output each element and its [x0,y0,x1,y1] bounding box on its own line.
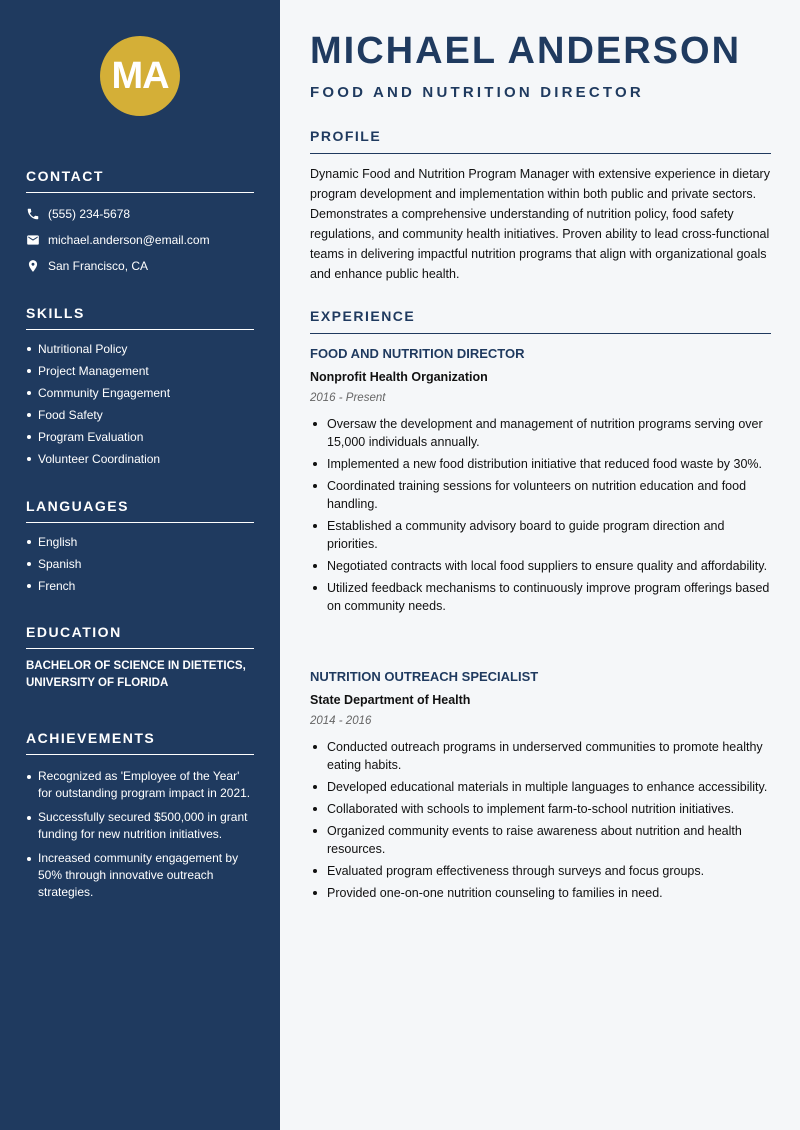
job-entry [310,346,771,619]
job-dates: 2014 - 2016 [310,715,372,727]
sidebar [0,0,280,1130]
contact-location [26,253,254,279]
job-bullet: Coordinated training sessions for volunteers on nutrition education and food handling. [310,477,771,513]
job-role: NUTRITION OUTREACH SPECIALIST [310,669,539,684]
job-bullets [310,415,771,615]
profile-text: Dynamic Food and Nutrition Program Manager with extensive experience in dietary program development and implementation within both public and private sectors. Demonstrates a comprehensive understanding of nutrition policy, food safety regulations, and community health initiatives. Proven ability to lead cross-functional teams in delivering impactful nutrition programs that align with organizational goals and enhance public health. [310,167,770,281]
skill-item: Community Engagement [26,386,254,400]
language-item: Spanish [26,557,254,571]
phone-icon [26,207,40,221]
profile-heading: PROFILE [310,128,771,154]
job-bullet: Evaluated program effectiveness through surveys and focus groups. [310,862,771,880]
achievements-section [26,730,254,908]
skill-item: Program Evaluation [26,430,254,444]
job-bullet: Negotiated contracts with local food suppliers to ensure quality and affordability. [310,557,771,575]
profile-section [310,128,771,284]
phone-text: (555) 234-5678 [48,207,131,221]
contact-phone [26,201,254,227]
candidate-name: MICHAEL ANDERSON [310,30,742,72]
job-bullet: Provided one-on-one nutrition counseling to families in need. [310,884,771,902]
job-organization: Nonprofit Health Organization [310,370,488,384]
job-entry [310,669,771,906]
achievements-heading: ACHIEVEMENTS [26,730,254,755]
achievement-item: Increased community engagement by 50% through innovative outreach strategies. [26,850,254,901]
language-item: French [26,579,254,593]
job-bullet: Implemented a new food distribution initiative that reduced food waste by 30%. [310,455,771,473]
skills-section [26,305,254,474]
job-organization: State Department of Health [310,693,471,707]
experience-section [310,308,771,334]
skill-item: Project Management [26,364,254,378]
job-role: FOOD AND NUTRITION DIRECTOR [310,346,525,361]
contact-heading: CONTACT [26,168,254,193]
email-text: michael.anderson@email.com [48,233,210,247]
experience-heading: EXPERIENCE [310,308,771,334]
job-bullet: Utilized feedback mechanisms to continuously improve program offerings based on community needs. [310,579,771,615]
job-bullet: Conducted outreach programs in underserved communities to promote healthy eating habits. [310,738,771,774]
languages-heading: LANGUAGES [26,498,254,523]
education-heading: EDUCATION [26,624,254,649]
achievement-item: Successfully secured $500,000 in grant funding for new nutrition initiatives. [26,809,254,843]
skill-item: Food Safety [26,408,254,422]
education-degree: BACHELOR OF SCIENCE IN DIETETICS, UNIVERSITY OF FLORIDA [26,660,246,689]
candidate-title: FOOD AND NUTRITION DIRECTOR [310,84,644,101]
achievements-list [26,768,254,901]
location-text: San Francisco, CA [48,259,149,273]
languages-list [26,535,254,593]
job-bullet: Established a community advisory board to guide program direction and priorities. [310,517,771,553]
contact-email [26,227,254,253]
job-bullets [310,738,771,902]
email-icon [26,233,40,247]
job-bullet: Collaborated with schools to implement farm-to-school nutrition initiatives. [310,800,771,818]
education-section [26,624,254,692]
contact-section [26,168,254,279]
language-item: English [26,535,254,549]
avatar: MA [100,36,180,116]
job-bullet: Developed educational materials in multiple languages to enhance accessibility. [310,778,771,796]
job-bullet: Organized community events to raise awareness about nutrition and health resources. [310,822,771,858]
skills-heading: SKILLS [26,305,254,330]
job-bullet: Oversaw the development and management of nutrition programs serving over 15,000 individuals annually. [310,415,771,451]
job-dates: 2016 - Present [310,392,386,404]
location-pin-icon [26,259,40,273]
skills-list [26,342,254,466]
languages-section [26,498,254,601]
skill-item: Volunteer Coordination [26,452,254,466]
achievement-item: Recognized as 'Employee of the Year' for outstanding program impact in 2021. [26,768,254,802]
skill-item: Nutritional Policy [26,342,254,356]
